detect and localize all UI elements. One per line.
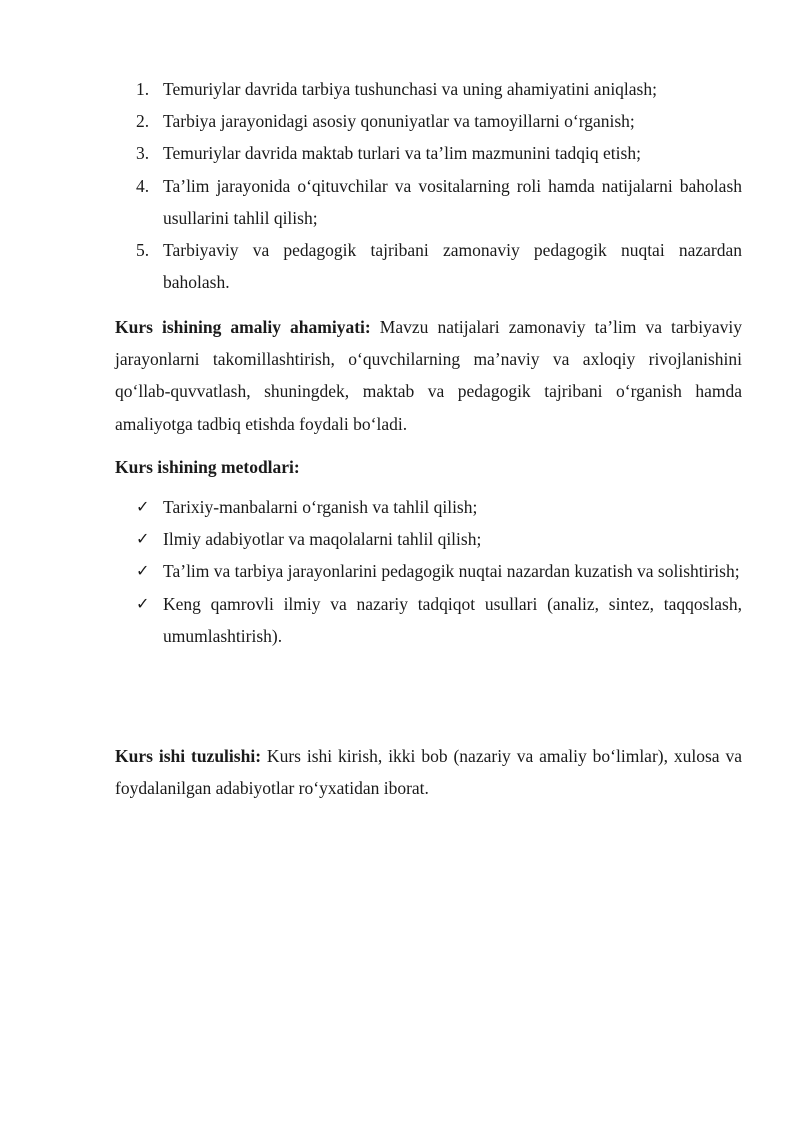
structure-paragraph [115, 740, 742, 804]
objective-item [0, 234, 800, 298]
check-icon: ✓ [136, 561, 150, 581]
structure-label: Kurs ishi tuzulishi: [115, 746, 262, 766]
methods-heading-paragraph [115, 451, 742, 483]
method-item [0, 555, 800, 587]
methods-heading: Kurs ishining metodlari: [115, 457, 300, 477]
objective-text: Ta’lim jarayonida o‘qituvchilar va vositalarning roli hamda natijalarni baholash usullarini tahlil qilish; [163, 175, 742, 228]
objective-item [0, 137, 800, 169]
list-number: 2. [136, 111, 150, 132]
objectives-list [0, 73, 800, 298]
practical-significance-paragraph [115, 311, 742, 440]
check-icon: ✓ [136, 529, 150, 549]
method-text: Keng qamrovli ilmiy va nazariy tadqiqot usullari (analiz, sintez, taqqoslash, umumlashtirish). [163, 593, 742, 646]
list-number: 5. [136, 240, 150, 261]
list-number: 3. [136, 143, 150, 164]
method-item [0, 491, 800, 523]
method-item [0, 523, 800, 555]
objective-text: Tarbiyaviy va pedagogik tajribani zamonaviy pedagogik nuqtai nazardan baholash. [163, 240, 742, 293]
check-icon: ✓ [136, 497, 150, 516]
objective-text: Tarbiya jarayonidagi asosiy qonuniyatlar va tamoyillarni o‘rganish; [163, 111, 635, 132]
objective-item [0, 73, 800, 105]
objective-item [0, 105, 800, 137]
method-item [0, 588, 800, 652]
objective-text: Temuriylar davrida maktab turlari va ta’lim mazmunini tadqiq etish; [163, 143, 641, 164]
practical-significance-text: Mavzu natijalari zamonaviy ta’lim va tarbiyaviy jarayonlarni takomillashtirish, o‘quvchilarning ma’naviy va axloqiy rivojlanishini qo‘llab-quvvatlash, shuningdek, maktab va pedagogik tajribani o‘rganish hamda amaliyotga tadbiq etishda foydali bo‘ladi. [115, 317, 742, 434]
list-number: 4. [136, 175, 150, 196]
practical-significance-label: Kurs ishining amaliy ahamiyati: [115, 317, 371, 337]
methods-list [0, 491, 800, 652]
objective-text: Temuriylar davrida tarbiya tushunchasi va uning ahamiyatini aniqlash; [163, 79, 657, 99]
method-text: Ta’lim va tarbiya jarayonlarini pedagogik nuqtai nazardan kuzatish va solishtirish; [163, 561, 740, 582]
structure-text: Kurs ishi kirish, ikki bob (nazariy va amaliy bo‘limlar), xulosa va foydalanilgan adabiyotlar ro‘yxatidan iborat. [115, 746, 742, 799]
method-text: Tarixiy-manbalarni o‘rganish va tahlil qilish; [163, 497, 478, 517]
method-text: Ilmiy adabiyotlar va maqolalarni tahlil qilish; [163, 529, 482, 550]
objective-item [0, 170, 800, 234]
check-icon: ✓ [136, 593, 150, 613]
list-number: 1. [136, 79, 150, 99]
